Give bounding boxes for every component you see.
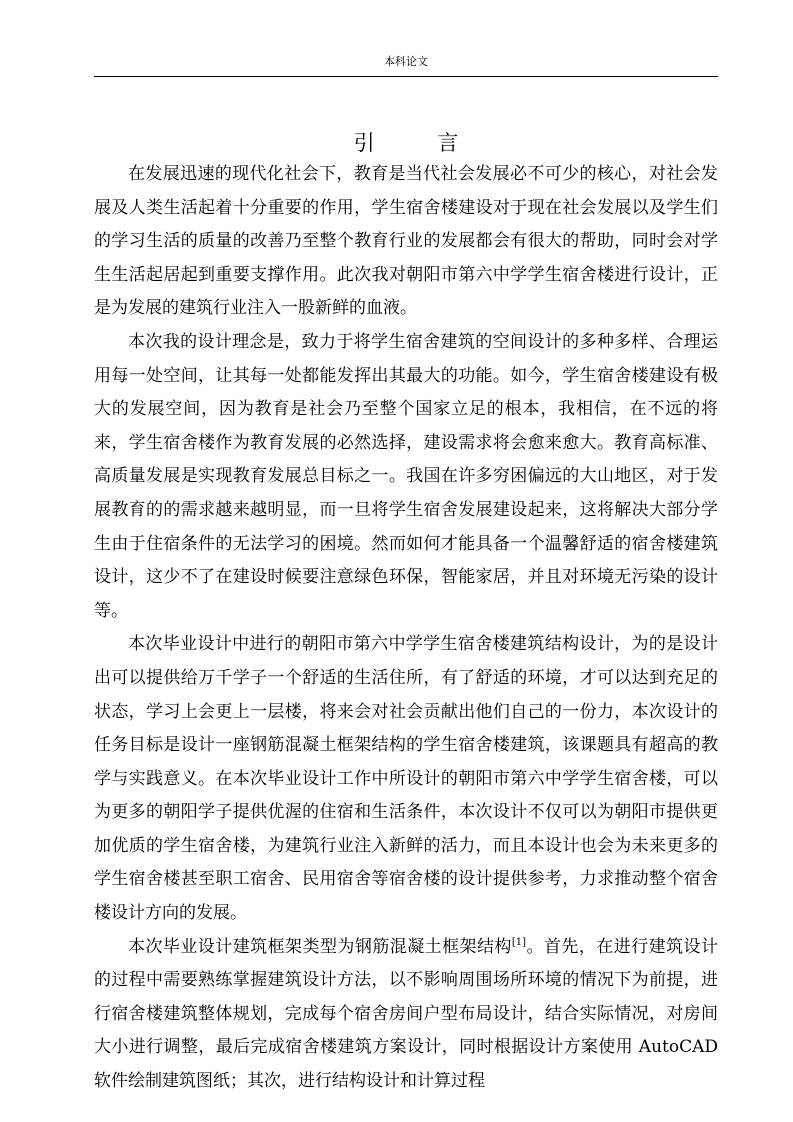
paragraph-3: 本次毕业设计中进行的朝阳市第六中学学生宿舍楼建筑结构设计，为的是设计出可以提供给万千学子一个舒适的生活住所，有了舒适的环境，才可以达到充足的状态，学习上会更上一层楼，将来会对社会贡献出他们自己的一份力，本次设计的任务目标是设计一座钢筋混凝土框架结构的学生宿舍楼建筑，该课题具有超高的教学与实践意义。在本次毕业设计工作中所设计的朝阳市第六中学学生宿舍楼，可以为更多的朝阳学子提供优渥的住宿和生活条件，本次设计不仅可以为朝阳市提供更加优质的学生宿舍楼，为建筑行业注入新鲜的活力，而且本设计也会为未来更多的学生宿舍楼甚至职工宿舍、民用宿舍等宿舍楼的设计提供参考，力求推动整个宿舍楼设计方向的发展。 bbox=[94, 634, 718, 924]
paragraph-4 bbox=[94, 931, 718, 1099]
paragraph-4-text-start: 本次毕业设计建筑框架类型为钢筋混凝土框架结构 bbox=[128, 936, 512, 957]
body-text bbox=[94, 158, 718, 1099]
citation-ref[interactable]: [1] bbox=[511, 936, 527, 948]
paragraph-4-text-end: 。首先，在进行建筑设计的过程中需要熟练掌握建筑设计方法，以不影响周围场所环境的情况下为前提，进行宿舍楼建筑整体规划，完成每个宿舍房间户型布局设计，结合实际情况，对房间大小进行调整，最后完成宿舍楼建筑方案设计，同时根据设计方案使用 AutoCAD 软件绘制建筑图纸；其次，进行结构设计和计算过程 bbox=[94, 936, 719, 1092]
paragraph-2: 本次我的设计理念是，致力于将学生宿舍建筑的空间设计的多种多样、合理运用每一处空间，让其每一处都能发挥出其最大的功能。如今，学生宿舍楼建设有极大的发展空间，因为教育是社会乃至整个国家立足的根本，我相信，在不远的将来，学生宿舍楼作为教育发展的必然选择，建设需求将会愈来愈大。教育高标准、高质量发展是实现教育发展总目标之一。我国在许多穷困偏远的大山地区，对于发展教育的的需求越来越明显，而一旦将学生宿舍发展建设起来，这将解决大部分学生由于住宿条件的无法学习的困境。然而如何才能具备一个温馨舒适的宿舍楼建筑设计，这少不了在建设时候要注意绿色环保，智能家居，并且对环境无污染的设计等。 bbox=[94, 331, 718, 621]
running-header: 本科论文 bbox=[94, 54, 718, 77]
section-title: 引 言 bbox=[353, 131, 487, 155]
paragraph-1: 在发展迅速的现代化社会下，教育是当代社会发展必不可少的核心，对社会发展及人类生活起着十分重要的作用，学生宿舍楼建设对于现在社会发展以及学生们的学习生活的质量的改善乃至整个教育行业的发展都会有很大的帮助，同时会对学生生活起居起到重要支撑作用。此次我对朝阳市第六中学学生宿舍楼进行设计，正是为发展的建筑行业注入一股新鲜的血液。 bbox=[94, 164, 718, 319]
